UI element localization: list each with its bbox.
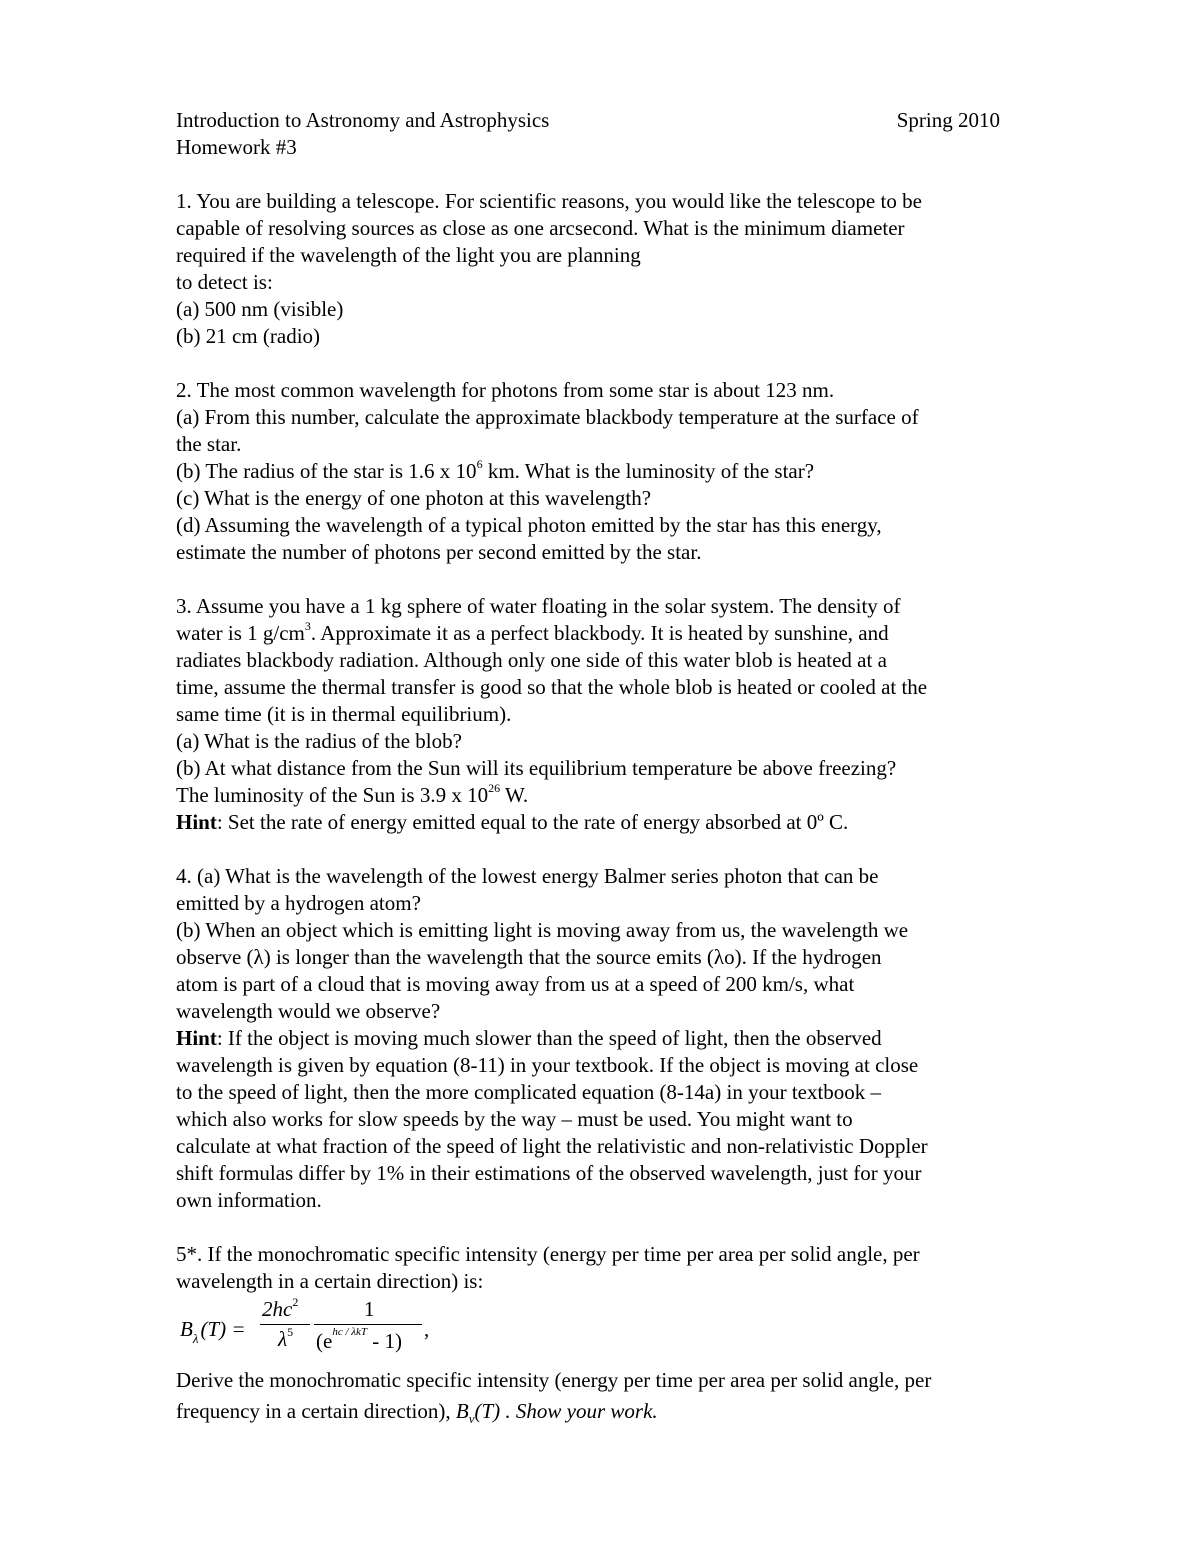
term: Spring 2010 <box>896 108 1000 132</box>
course-title: Introduction to Astronomy and Astrophysics <box>176 108 550 132</box>
assignment-title: Homework #3 <box>176 135 297 159</box>
q4-line: wavelength would we observe? <box>176 999 441 1023</box>
homework-page <box>176 107 1036 1432</box>
formula-num1: $2hc^2$ <box>262 1295 299 1321</box>
q4-part-b: (b) When an object which is emitting light is moving away from us, the wavelength we <box>176 918 909 942</box>
formula-comma: , <box>424 1317 430 1341</box>
show-work-emphasis: Show your work. <box>515 1399 658 1423</box>
q3-lum-text-end: W. <box>500 783 529 807</box>
q2-line: the star. <box>176 432 242 456</box>
q1-part-b: (b) 21 cm (radio) <box>176 324 321 348</box>
q5-line: 5*. If the monochromatic specific intensity (energy per time per area per solid angle, per <box>176 1242 920 1266</box>
q3-lum-text: The luminosity of the Sun is 3.9 x 10 <box>176 783 489 807</box>
hint-text: : If the object is moving much slower than the speed of light, then the observed <box>216 1026 882 1050</box>
q1-line: 1. You are building a telescope. For scientific reasons, you would like the telescope to be <box>176 189 922 213</box>
fraction-bar-2 <box>314 1324 422 1325</box>
header-row <box>176 107 1000 134</box>
formula-den1: $\lambda^5$ <box>278 1325 294 1351</box>
question-4 <box>176 863 1036 1214</box>
b-nu-arg: (T) . <box>474 1399 516 1423</box>
hint-label: Hint <box>176 810 217 834</box>
q1-line: capable of resolving sources as close as one arcsecond. What is the minimum diameter <box>176 216 905 240</box>
q5-line <box>176 1398 1036 1432</box>
q3-density-exponent: 3 <box>304 619 311 633</box>
formula-lhs: $B_\lambda(T)$ = <box>180 1317 246 1347</box>
q4-line: atom is part of a cloud that is moving away from us at a speed of 200 km/s, what <box>176 972 855 996</box>
q4-line: own information. <box>176 1188 322 1212</box>
q3-line: 3. Assume you have a 1 kg sphere of water floating in the solar system. The density of <box>176 594 901 618</box>
q3-part-b: (b) At what distance from the Sun will its equilibrium temperature be above freezing? <box>176 756 897 780</box>
q2-part-b <box>176 458 1036 485</box>
q3-lum-exponent: 26 <box>488 781 501 795</box>
fraction-bar-1 <box>260 1324 310 1325</box>
q2-b-exponent: 6 <box>476 457 483 471</box>
q3-density-text: water is 1 g/cm <box>176 621 305 645</box>
question-5 <box>176 1241 1036 1432</box>
q4-line: to the speed of light, then the more complicated equation (8-14a) in your textbook – <box>176 1080 882 1104</box>
hint-text: : Set the rate of energy emitted equal to the rate of energy absorbed at 0º C. <box>216 810 849 834</box>
q2-part-a: (a) From this number, calculate the approximate blackbody temperature at the surface of <box>176 405 919 429</box>
q3-line: radiates blackbody radiation. Although only one side of this water blob is heated at a <box>176 648 887 672</box>
hint-label: Hint <box>176 1026 217 1050</box>
q3-hint <box>176 809 1036 836</box>
q5-line: wavelength in a certain direction) is: <box>176 1269 484 1293</box>
q4-line: observe (λ) is longer than the wavelength that the source emits (λo). If the hydrogen <box>176 945 882 969</box>
b-nu-symbol: B <box>455 1399 469 1423</box>
q3-line <box>176 782 1036 809</box>
q3-line: time, assume the thermal transfer is good so that the whole blob is heated or cooled at the <box>176 675 928 699</box>
q4-line: 4. (a) What is the wavelength of the lowest energy Balmer series photon that can be <box>176 864 879 888</box>
q4-line: calculate at what fraction of the speed of light the relativistic and non-relativistic Doppler <box>176 1134 928 1158</box>
planck-formula <box>176 1295 476 1367</box>
q1-line: required if the wavelength of the light you are planning <box>176 243 641 267</box>
q2-line: 2. The most common wavelength for photons from some star is about 123 nm. <box>176 378 835 402</box>
q2-line: estimate the number of photons per second emitted by the star. <box>176 540 702 564</box>
q2-b-text-end: km. What is the luminosity of the star? <box>482 459 815 483</box>
q1-line: to detect is: <box>176 270 273 294</box>
q4-line: wavelength is given by equation (8-11) in your textbook. If the object is moving at close <box>176 1053 919 1077</box>
q4-line: which also works for slow speeds by the way – must be used. You might want to <box>176 1107 853 1131</box>
q2-b-text: (b) The radius of the star is 1.6 x 10 <box>176 459 477 483</box>
q3-line <box>176 620 1036 647</box>
q4-line: emitted by a hydrogen atom? <box>176 891 421 915</box>
question-3 <box>176 593 1036 836</box>
q5-text: frequency in a certain direction), <box>176 1399 456 1423</box>
q2-part-c: (c) What is the energy of one photon at this wavelength? <box>176 486 652 510</box>
question-1 <box>176 188 1036 350</box>
formula-num2: 1 <box>364 1297 375 1321</box>
question-2 <box>176 377 1036 566</box>
q4-line: shift formulas differ by 1% in their estimations of the observed wavelength, just for your <box>176 1161 922 1185</box>
q3-part-a: (a) What is the radius of the blob? <box>176 729 462 753</box>
q4-hint <box>176 1025 1036 1052</box>
q3-line: same time (it is in thermal equilibrium). <box>176 702 512 726</box>
q2-part-d: (d) Assuming the wavelength of a typical photon emitted by the star has this energy, <box>176 513 882 537</box>
q3-density-text-end: . Approximate it as a perfect blackbody. It is heated by sunshine, and <box>310 621 889 645</box>
q5-line: Derive the monochromatic specific intensity (energy per time per area per solid angle, per <box>176 1368 932 1392</box>
formula-den2: $(e^{hc / \lambda kT} - 1)$ <box>316 1326 403 1353</box>
b-nu-subscript: ν <box>468 1411 475 1427</box>
q1-part-a: (a) 500 nm (visible) <box>176 297 344 321</box>
